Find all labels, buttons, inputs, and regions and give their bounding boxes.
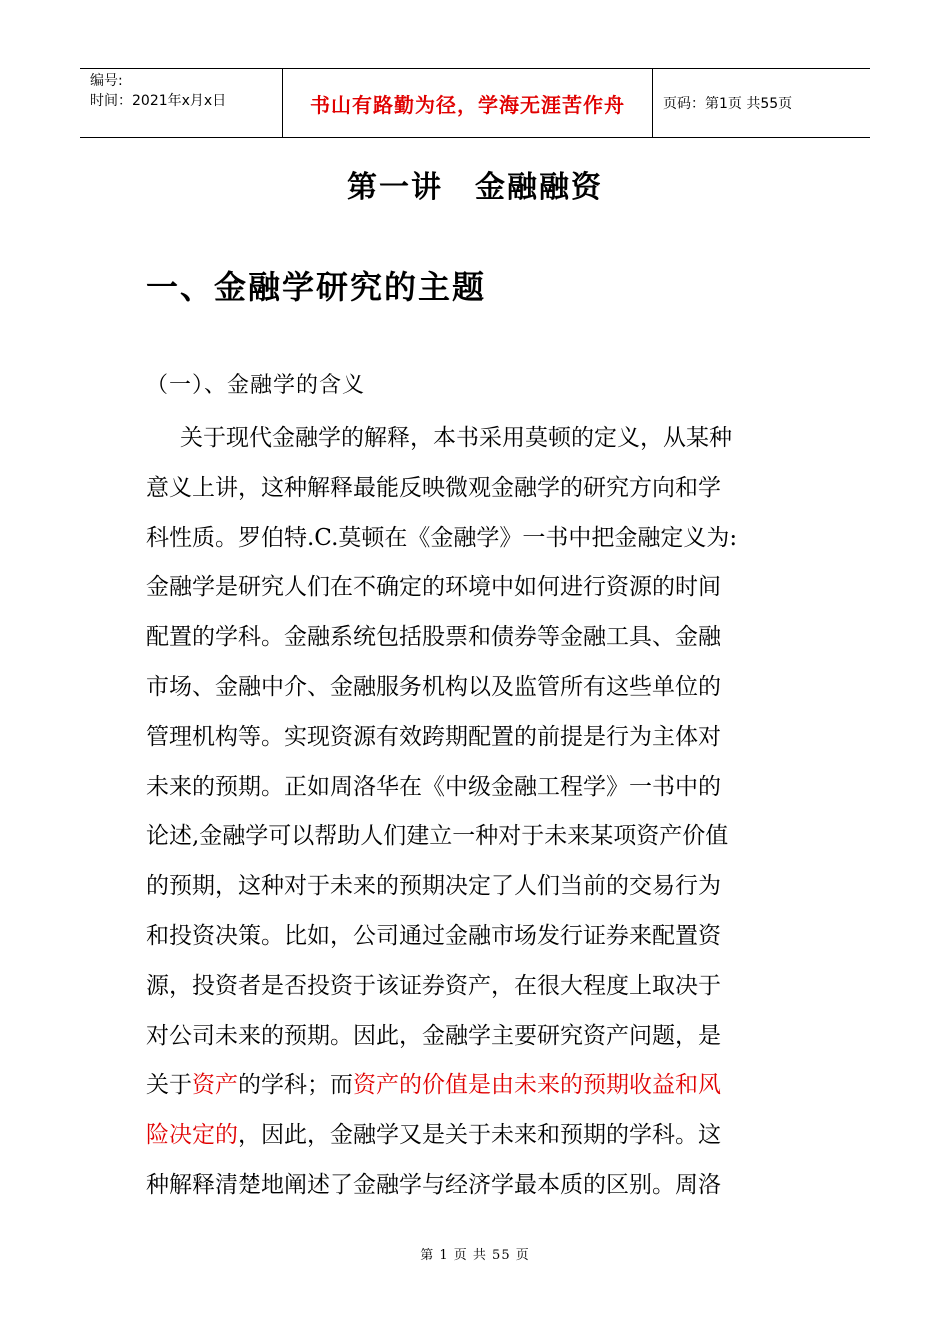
header-motto: 书山有路勤为径，学海无涯苦作舟 — [282, 69, 653, 137]
paragraph-line-highlighted — [146, 1061, 806, 1111]
sub-heading: （一）、金融学的含义 — [146, 373, 366, 398]
text-span: ，因此，金融学又是关于未来和预期的学科。这 — [238, 1122, 721, 1149]
paragraph-line: 对公司未来的预期。因此，金融学主要研究资产问题，是 — [146, 1022, 721, 1049]
paragraph-line-highlighted — [146, 1111, 806, 1161]
paragraph-line: 金融学是研究人们在不确定的环境中如何进行资源的时间 — [146, 574, 721, 601]
document-header — [80, 68, 870, 138]
paragraph-line: 市场、金融中介、金融服务机构以及监管所有这些单位的 — [146, 673, 721, 700]
header-meta — [80, 69, 282, 137]
section-heading: 一、金融学研究的主题 — [146, 268, 487, 306]
paragraph-line: 科性质。罗伯特.C.莫顿在《金融学》一书中把金融定义为: — [146, 524, 738, 551]
document-title: 第一讲 金融融资 — [347, 170, 603, 205]
body-paragraph — [146, 414, 806, 1211]
paragraph-line: 未来的预期。正如周洛华在《中级金融工程学》一书中的 — [146, 773, 721, 800]
highlight-span: 资产的价值是由未来的预期收益和风 — [353, 1072, 721, 1099]
time-label: 时间：2021年x月x日 — [90, 93, 227, 109]
paragraph-line: 和投资决策。比如，公司通过金融市场发行证券来配置资 — [146, 922, 721, 949]
paragraph-line: 关于现代金融学的解释，本书采用莫顿的定义，从某种 — [180, 425, 732, 451]
paragraph-line: 种解释清楚地阐述了金融学与经济学最本质的区别。周洛 — [146, 1171, 721, 1198]
text-span: 关于 — [146, 1072, 192, 1099]
paragraph-line: 配置的学科。金融系统包括股票和债券等金融工具、金融 — [146, 624, 721, 651]
page-footer: 第 1 页 共 55 页 — [420, 1248, 530, 1263]
header-page-code: 页码：第1页 共55页 — [663, 96, 793, 112]
highlight-span: 资产 — [192, 1072, 238, 1099]
paragraph-line: 源，投资者是否投资于该证券资产，在很大程度上取决于 — [146, 972, 721, 999]
paragraph-line: 的预期，这种对于未来的预期决定了人们当前的交易行为 — [146, 873, 721, 900]
paragraph-line: 论述,金融学可以帮助人们建立一种对于未来某项资产价值 — [146, 823, 729, 850]
paragraph-line: 意义上讲，这种解释最能反映微观金融学的研究方向和学 — [146, 474, 721, 501]
number-label: 编号: — [90, 73, 123, 89]
paragraph-line: 管理机构等。实现资源有效跨期配置的前提是行为主体对 — [146, 723, 721, 750]
highlight-span: 险决定的 — [146, 1122, 238, 1149]
text-span: 的学科；而 — [238, 1072, 353, 1099]
